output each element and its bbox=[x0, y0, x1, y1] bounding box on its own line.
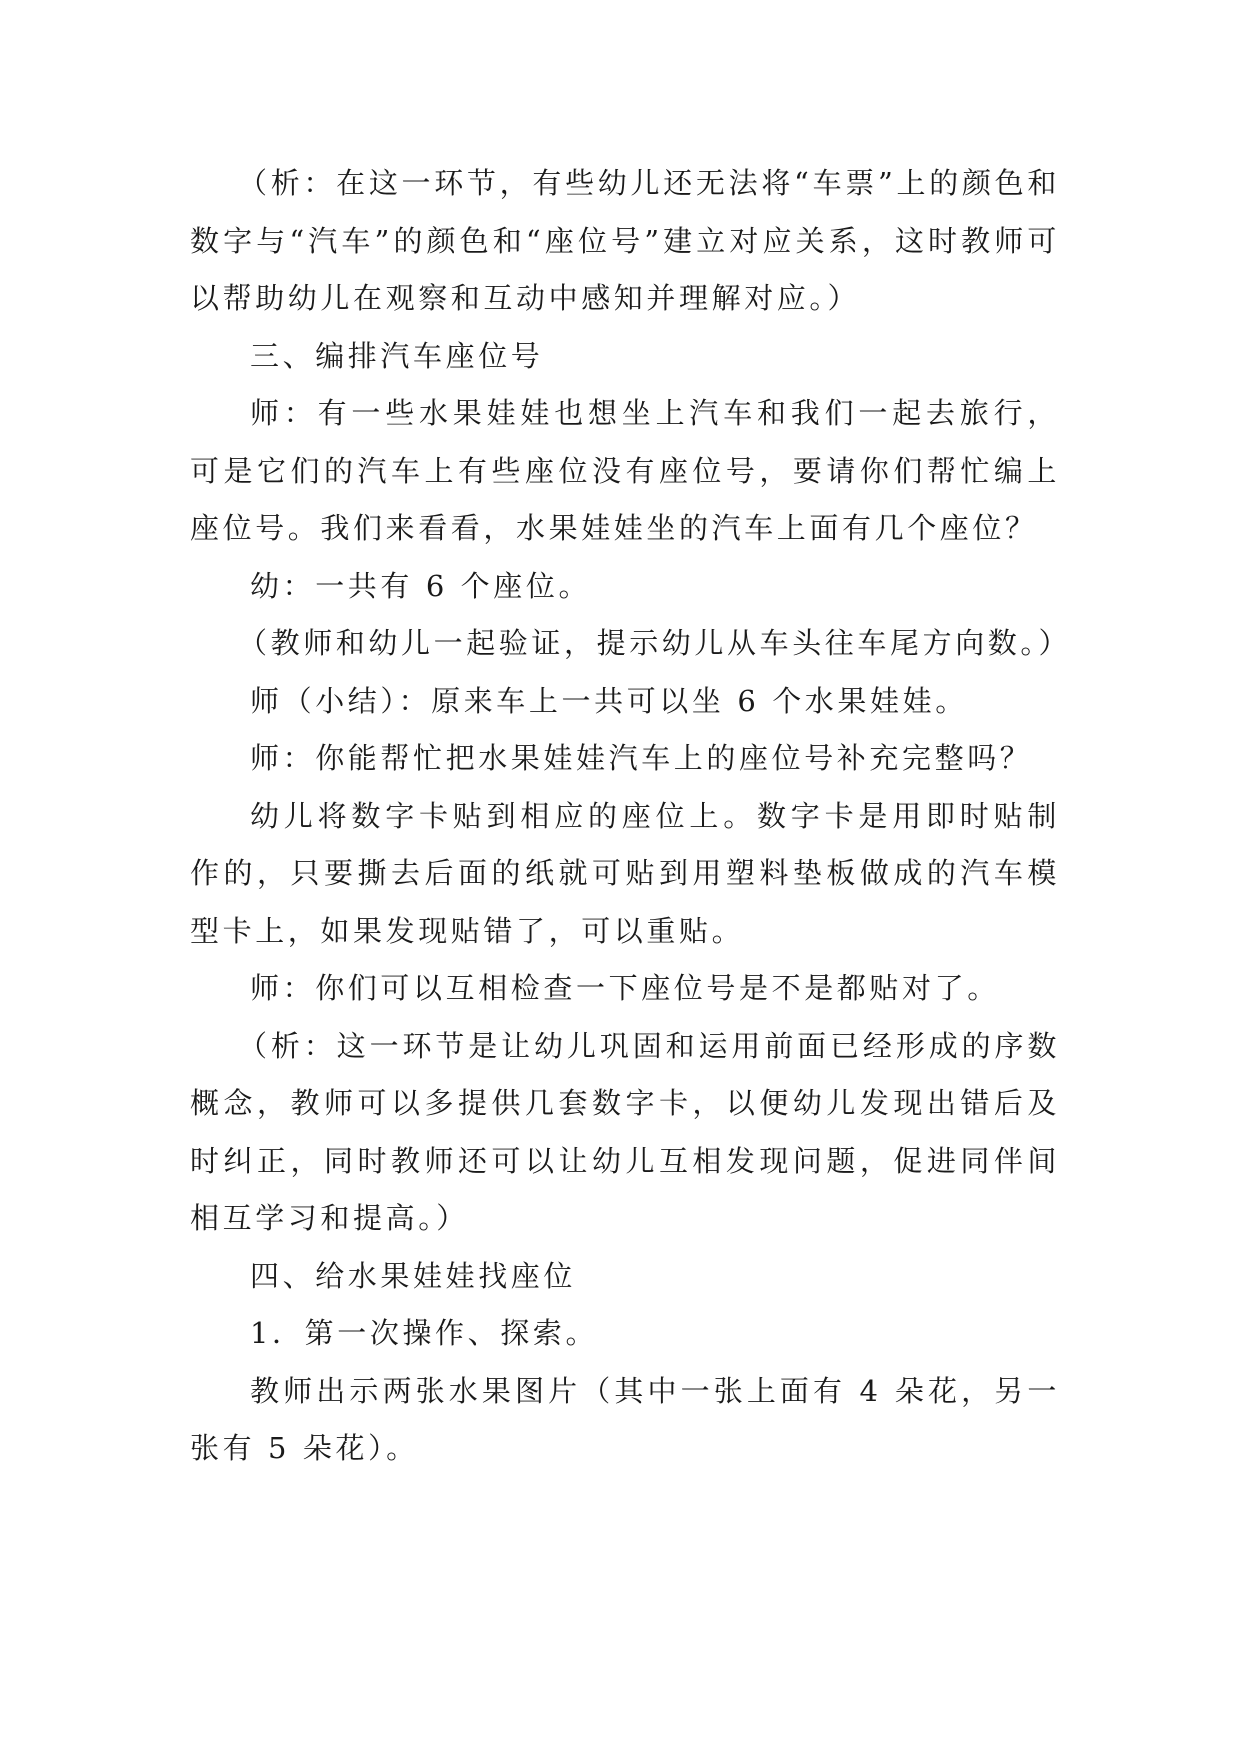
teacher-dialogue-paragraph: 师：有一些水果娃娃也想坐上汽车和我们一起去旅行，可是它们的汽车上有些座位没有座位号，要请你们帮忙编上座位号。我们来看看，水果娃娃坐的汽车上面有几个座位？ bbox=[190, 396, 1060, 545]
analysis-note-paragraph-2: （析：这一环节是让幼儿巩固和运用前面已经形成的序数概念，教师可以多提供几套数字卡，以便幼儿发现出错后及时纠正，同时教师还可以让幼儿互相发现问题，促进同伴间相互学习和提高。） bbox=[190, 1028, 1060, 1235]
teacher-shows-pictures-paragraph: 教师出示两张水果图片（其中一张上面有 4 朵花，另一张有 5 朵花）。 bbox=[190, 1373, 1060, 1465]
activity-description-paragraph: 幼儿将数字卡贴到相应的座位上。数字卡是用即时贴制作的，只要撕去后面的纸就可贴到用塑料垫板做成的汽车模型卡上，如果发现贴错了，可以重贴。 bbox=[190, 798, 1060, 948]
teacher-check-paragraph: 师：你们可以互相检查一下座位号是不是都贴对了。 bbox=[250, 971, 1000, 1005]
section-heading-4: 四、给水果娃娃找座位 bbox=[250, 1258, 577, 1293]
child-dialogue-paragraph: 幼：一共有 6 个座位。 bbox=[250, 568, 592, 603]
document-body bbox=[190, 155, 1072, 1478]
analysis-note-paragraph: （析：在这一环节，有些幼儿还无法将“车票”上的颜色和数字与“汽车”的颜色和“座位号”建立对应关系，这时教师可以帮助幼儿在观察和互动中感知并理解对应。） bbox=[190, 166, 1060, 315]
step-1-heading: 1．第一次操作、探索。 bbox=[250, 1316, 599, 1350]
teacher-question-paragraph: 师：你能帮忙把水果娃娃汽车上的座位号补充完整吗？ bbox=[250, 741, 1033, 775]
section-heading-3: 三、编排汽车座位号 bbox=[250, 338, 544, 373]
verification-note-paragraph: （教师和幼儿一起验证，提示幼儿从车头往车尾方向数。） bbox=[238, 626, 1072, 660]
teacher-summary-paragraph: 师（小结）：原来车上一共可以坐 6 个水果娃娃。 bbox=[250, 683, 968, 718]
